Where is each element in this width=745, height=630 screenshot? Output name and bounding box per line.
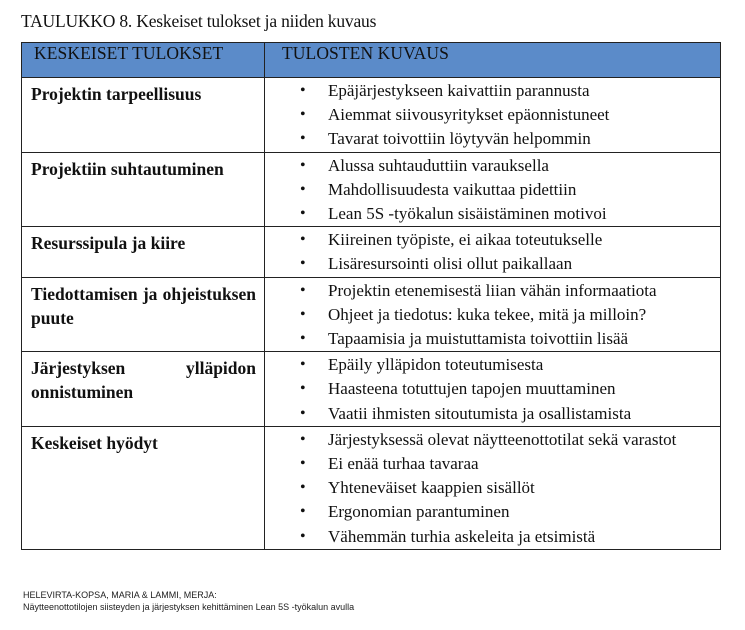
table-header-row [22,43,721,78]
table-row [22,152,721,227]
list-item: • Epäjärjestykseen kaivattiin parannusta [265,79,720,103]
result-label: Järjestyksen ylläpidon onnistuminen [22,352,265,427]
list-item: • Kiireinen työpiste, ei aikaa toteutukselle [265,228,720,252]
list-item: • Aiemmat siivousyritykset epäonnistuneet [265,103,720,127]
description-list [265,228,720,276]
list-item: • Ohjeet ja tiedotus: kuka tekee, mitä ja milloin? [265,303,720,327]
list-item: • Tavarat toivottiin löytyvän helpommin [265,127,720,151]
list-item: • Mahdollisuudesta vaikuttaa pidettiin [265,178,720,202]
result-description [265,152,721,227]
result-label: Projektiin suhtautuminen [22,152,265,227]
description-list [265,428,720,549]
result-label: Tiedottamisen ja ohjeistuksen puute [22,277,265,352]
table-row [22,352,721,427]
table-row [22,227,721,277]
list-item: • Projektin etenemisestä liian vähän informaatiota [265,279,720,303]
footer-authors: HELEVIRTA-KOPSA, MARIA & LAMMI, MERJA: [23,590,217,600]
source-footer [23,589,354,613]
description-list [265,279,720,352]
list-item: • Tapaamisia ja muistuttamista toivottiin lisää [265,327,720,351]
result-label: Keskeiset hyödyt [22,426,265,549]
header-keskeiset-tulokset: KESKEISET TULOKSET [22,43,265,78]
list-item: • Epäily ylläpidon toteutumisesta [265,353,720,377]
list-item: • Vaatii ihmisten sitoutumista ja osallistamista [265,402,720,426]
table-row [22,78,721,153]
table-row [22,426,721,549]
result-label: Resurssipula ja kiire [22,227,265,277]
result-description [265,352,721,427]
list-item: • Ei enää turhaa tavaraa [265,452,720,476]
result-description [265,426,721,549]
list-item: • Lisäresursointi olisi ollut paikallaan [265,252,720,276]
list-item: • Alussa suhtauduttiin varauksella [265,154,720,178]
list-item: • Haasteena totuttujen tapojen muuttaminen [265,377,720,401]
table-row [22,277,721,352]
list-item: • Yhteneväiset kaappien sisällöt [265,476,720,500]
list-item: • Ergonomian parantuminen [265,500,720,524]
description-list [265,353,720,426]
footer-title: Näytteenottotilojen siisteyden ja järjestyksen kehittäminen Lean 5S -työkalun avulla [23,602,355,612]
table-caption: TAULUKKO 8. Keskeiset tulokset ja niiden kuvaus [21,11,377,31]
result-label: Projektin tarpeellisuus [22,78,265,153]
result-description [265,78,721,153]
results-table [21,42,721,550]
list-item: • Vähemmän turhia askeleita ja etsimistä [265,525,720,549]
list-item: • Lean 5S -työkalun sisäistäminen motivoi [265,202,720,226]
list-item: • Järjestyksessä olevat näytteenottotilat sekä varastot [265,428,720,452]
result-description [265,277,721,352]
result-description [265,227,721,277]
header-tulosten-kuvaus: TULOSTEN KUVAUS [265,43,721,78]
description-list [265,79,720,152]
description-list [265,154,720,227]
